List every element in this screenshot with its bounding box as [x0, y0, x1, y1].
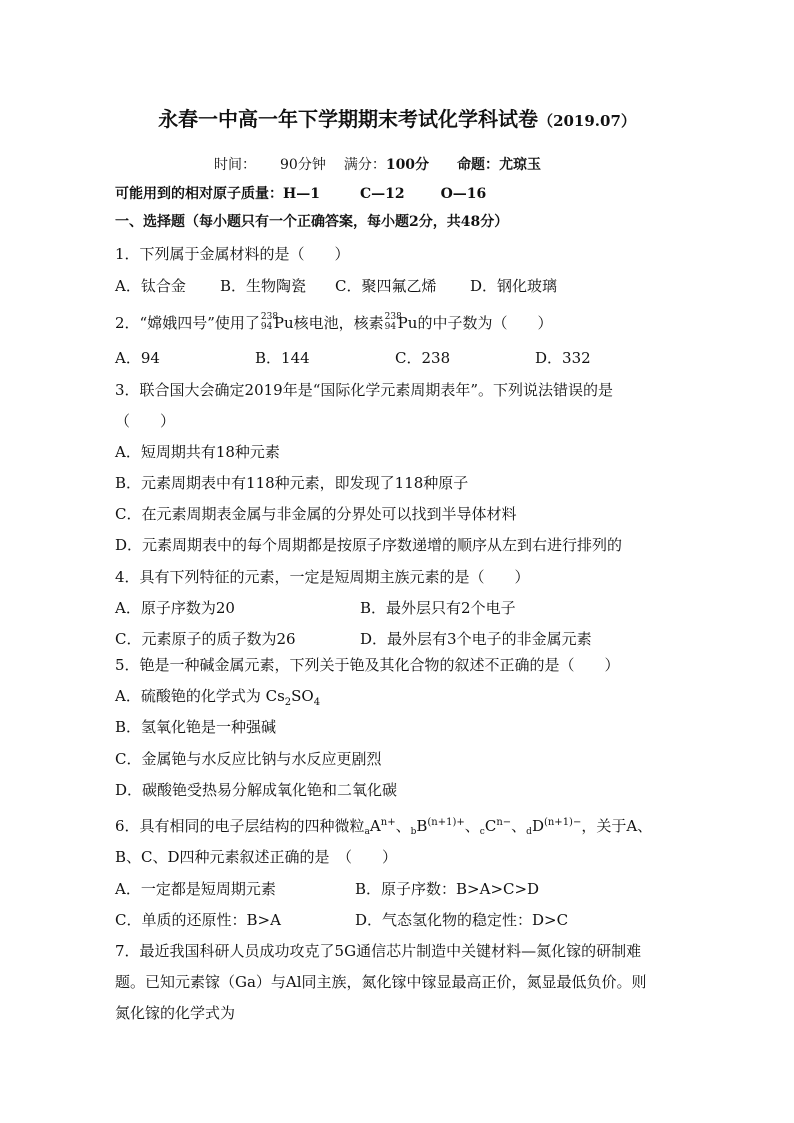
- question-3-stem-line2: （ ）: [115, 412, 176, 430]
- q2-option-d: D．332: [535, 349, 591, 367]
- nuclide-pu-238: 238 94: [260, 312, 279, 332]
- question-2-stem: 2．“嫦娥四号”使用了 238 94 Pu核电池，核素 238 94 Pu的中子数为（ ）: [115, 312, 553, 332]
- question-7-line1: 7．最近我国科研人员成功攻克了5G通信芯片制造中关键材料—氮化镓的研制难: [115, 942, 642, 960]
- q6-option-a: A．一定都是短周期元素: [115, 880, 276, 898]
- q4-option-b: B．最外层只有2个电子: [360, 599, 516, 617]
- question-4-stem: 4．具有下列特征的元素，一定是短周期主族元素的是（ ）: [115, 568, 530, 586]
- q2-stem-mid: 核电池，核素: [293, 314, 384, 332]
- atomic-mass-o: O—16: [440, 186, 487, 202]
- time-label: 时间：: [214, 157, 256, 173]
- q6-option-b: B．原子序数：B>A>C>D: [355, 880, 540, 898]
- q5-option-b: B．氢氧化铯是一种强碱: [115, 718, 277, 736]
- title-text: 永春一中高一年下学期期末考试化学科试卷: [158, 107, 539, 131]
- q1-option-a: A．钛合金: [115, 277, 186, 295]
- nuclide-pu-238-2: 238 94: [384, 312, 402, 332]
- question-4-options-row2: [115, 629, 592, 649]
- score-label: 满分：: [343, 157, 386, 173]
- exam-meta: [214, 155, 541, 175]
- question-1-stem: 1．下列属于金属材料的是（ ）: [115, 245, 350, 263]
- q5-option-a: A．硫酸铯的化学式为 $Cs_2SO_4$: [115, 687, 321, 708]
- q2-stem-end: 的中子数为（ ）: [417, 314, 553, 332]
- q6-option-d: D．气态氢化物的稳定性：D>C: [355, 911, 569, 929]
- question-6-options-row2: [115, 910, 568, 930]
- q2-option-b: B．144: [255, 349, 310, 367]
- section-heading: 一、选择题（每小题只有一个正确答案，每小题2分，共48分）: [115, 214, 509, 230]
- title-year: （2019.07）: [538, 112, 636, 130]
- question-6-stem-line2: B、C、D四种元素叙述正确的是 （ ）: [115, 848, 398, 866]
- question-2-options: [115, 348, 591, 368]
- question-6-stem-line1: 6．具有相同的电子层结构的四种微粒$_aA^{n+}$、$_bB^{(n+1)+}$、$_cC^{n-}$、$_dD^{(n+1)-}$，关于A、: [115, 817, 653, 837]
- q1-option-d: D．钢化玻璃: [470, 277, 558, 295]
- q3-option-c: C．在元素周期表金属与非金属的分界处可以找到半导体材料: [115, 505, 517, 523]
- q1-option-c: C．聚四氟乙烯: [335, 277, 437, 295]
- question-4-options-row1: [115, 598, 516, 618]
- q4-option-a: A．原子序数为20: [115, 599, 235, 617]
- q1-option-b: B．生物陶瓷: [220, 277, 307, 295]
- question-3-stem-line1: 3．联合国大会确定2019年是“国际化学元素周期表年”。下列说法错误的是: [115, 381, 614, 399]
- question-7-line3: 氮化镓的化学式为: [115, 1004, 236, 1022]
- author-label: 命题：: [457, 157, 500, 173]
- q4-option-d: D．最外层有3个电子的非金属元素: [360, 630, 592, 648]
- q6-option-c: C．单质的还原性：B>A: [115, 911, 281, 929]
- question-7-line2: 题。已知元素镓（Ga）与Al同主族，氮化镓中镓显最高正价，氮显最低负价。则: [115, 973, 647, 991]
- q3-option-a: A．短周期共有18种元素: [115, 443, 280, 461]
- q3-option-d: D．元素周期表中的每个周期都是按原子序数递增的顺序从左到右进行排列的: [115, 536, 623, 554]
- q2-stem-start: 2．“嫦娥四号”使用了: [115, 314, 260, 332]
- atomic-mass-line: [115, 184, 486, 204]
- question-6-options-row1: [115, 879, 539, 899]
- atomic-mass-c: C—12: [359, 186, 405, 202]
- q3-option-b: B．元素周期表中有118种元素，即发现了118种原子: [115, 474, 469, 492]
- q2-option-c: C．238: [395, 349, 451, 367]
- q5-option-d: D．碳酸铯受热易分解成氧化铯和二氧化碳: [115, 781, 398, 799]
- time-value: 90分钟: [280, 157, 326, 173]
- author-value: 尤琼玉: [499, 157, 542, 173]
- question-5-stem: 5．铯是一种碱金属元素，下列关于铯及其化合物的叙述不正确的是（ ）: [115, 656, 620, 674]
- q5-option-c: C．金属铯与水反应比钠与水反应更剧烈: [115, 750, 382, 768]
- atomic-mass-h: H—1: [283, 186, 320, 202]
- atomic-mass-label: 可能用到的相对原子质量：: [115, 186, 283, 202]
- score-value: 100分: [385, 157, 430, 173]
- q4-option-c: C．元素原子的质子数为26: [115, 630, 296, 648]
- page-title: [0, 106, 794, 134]
- question-1-options: [115, 276, 557, 296]
- q2-option-a: A．94: [115, 349, 160, 367]
